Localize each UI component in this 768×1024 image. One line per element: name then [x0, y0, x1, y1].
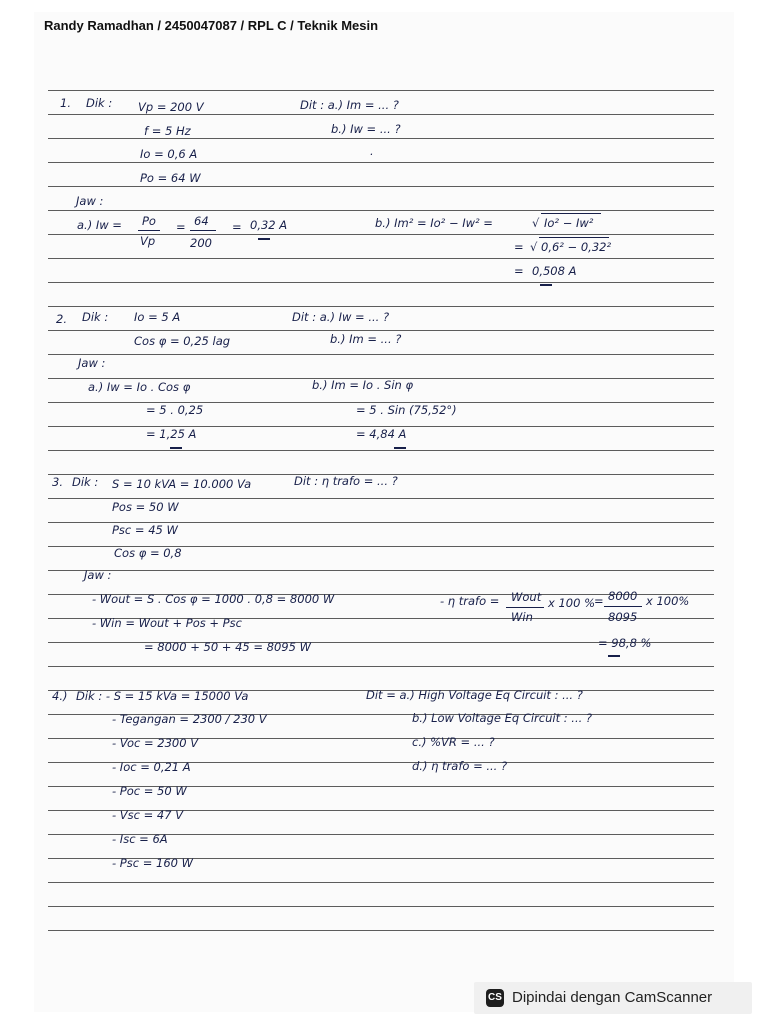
p3-eta-lhs: - η trafo = [440, 594, 500, 608]
p1-b-sqrt1: Io² − Iw² [544, 216, 594, 230]
p2-io: Io = 5 A [134, 310, 181, 324]
p4-poc: - Poc = 50 W [112, 784, 187, 798]
p2-cos: Cos φ = 0,25 lag [134, 334, 231, 348]
p1-dit-dot: . [370, 144, 374, 158]
rule-line [48, 258, 714, 259]
p4-dit-a: Dit = a.) High Voltage Eq Circuit : ... ? [366, 688, 583, 702]
p3-eta-den: Win [511, 610, 533, 624]
p3-dik: Dik : [72, 475, 99, 489]
p2-b-step2: = 5 . Sin (75,52°) [356, 403, 457, 417]
rule-line [48, 210, 714, 211]
p1-io: Io = 0,6 A [140, 147, 198, 161]
p3-eta-den2: 8095 [608, 610, 638, 624]
p1-b-result: 0,508 A [532, 264, 577, 278]
rule-line [48, 354, 714, 355]
p3-psc: Psc = 45 W [112, 523, 178, 537]
rule-line [48, 186, 714, 187]
p3-pos: Pos = 50 W [112, 500, 179, 514]
answer-underline [608, 655, 620, 657]
p3-eta-eq: = [594, 594, 604, 608]
rule-line [48, 906, 714, 907]
rule-line [48, 666, 714, 667]
p3-win-result: = 8000 + 50 + 45 = 8095 W [144, 640, 311, 654]
p1-a-po: Po [142, 214, 156, 228]
rule-line [48, 930, 714, 931]
p4-dik-s: Dik : - S = 15 kVa = 15000 Va [76, 689, 249, 703]
p2-dik: Dik : [82, 310, 109, 324]
p1-a-eq1: = [176, 220, 186, 234]
p4-dit-d: d.) η trafo = ... ? [412, 759, 508, 773]
p3-s: S = 10 kVA = 10.000 Va [112, 477, 252, 491]
p1-a-frac-bar2 [190, 230, 216, 231]
rule-line [48, 306, 714, 307]
p1-a-vp: Vp [140, 234, 156, 248]
rule-line [48, 882, 714, 883]
p1-b-sqrt-sign2: √ [530, 240, 538, 254]
rule-line [48, 162, 714, 163]
p3-eta-mul: x 100 % [548, 596, 595, 610]
p4-number: 4.) [52, 689, 68, 703]
p1-b-eq2: = [514, 240, 524, 254]
p3-cos: Cos φ = 0,8 [114, 546, 182, 560]
p1-a-result: 0,32 A [250, 218, 288, 232]
p3-wout: - Wout = S . Cos φ = 1000 . 0,8 = 8000 W [92, 592, 335, 606]
p2-b-step1: b.) Im = Io . Sin φ [312, 378, 414, 392]
p4-vsc: - Vsc = 47 V [112, 808, 184, 822]
p3-eta-num2: 8000 [608, 589, 638, 603]
p2-b-result: = 4,84 A [356, 427, 407, 441]
p3-eta-mul2: x 100% [646, 594, 690, 608]
p2-jaw: Jaw : [78, 356, 106, 370]
camscanner-text: Dipindai dengan CamScanner [512, 989, 713, 1006]
p4-tegangan: - Tegangan = 2300 / 230 V [112, 712, 267, 726]
rule-line [48, 330, 714, 331]
p2-dit: Dit : a.) Iw = ... ? [292, 310, 390, 324]
p1-a-64: 64 [194, 214, 209, 228]
p1-a-lhs: a.) Iw = [77, 218, 122, 232]
p1-b-sqrt-bar2 [539, 237, 609, 238]
p4-dit-b: b.) Low Voltage Eq Circuit : ... ? [412, 711, 593, 725]
p1-b-sqrt-sign: √ [532, 216, 540, 230]
p1-dit-b: b.) Iw = ... ? [331, 122, 401, 136]
rule-line [48, 114, 714, 115]
rule-line [48, 138, 714, 139]
answer-underline [258, 238, 270, 240]
p3-eta-frac-bar2 [604, 606, 642, 607]
rule-line [48, 90, 714, 91]
p1-jaw: Jaw : [76, 194, 104, 208]
p1-b-eq3: = [514, 264, 524, 278]
p3-eta-frac-bar [506, 607, 544, 608]
p1-b-sqrt2: 0,6² − 0,32² [541, 240, 612, 254]
p4-voc: - Voc = 2300 V [112, 736, 199, 750]
rule-line [48, 450, 714, 451]
p3-dit: Dit : η trafo = ... ? [294, 474, 398, 488]
camscanner-watermark [474, 982, 752, 1014]
camscanner-logo-icon: CS [486, 989, 504, 1007]
p4-dit-c: c.) %VR = ... ? [412, 735, 495, 749]
p1-po: Po = 64 W [140, 171, 201, 185]
p2-dit-b: b.) Im = ... ? [330, 332, 402, 346]
answer-underline [394, 447, 406, 449]
p3-eta-result: = 98,8 % [598, 636, 652, 650]
p4-isc: - Isc = 6A [112, 832, 168, 846]
p1-a-eq2: = [232, 220, 242, 234]
p2-number: 2. [56, 312, 67, 326]
p1-number: 1. [60, 96, 71, 110]
rule-line [48, 498, 714, 499]
p3-number: 3. [52, 475, 63, 489]
p2-a-step1: a.) Iw = Io . Cos φ [88, 380, 191, 394]
p3-win: - Win = Wout + Pos + Psc [92, 616, 242, 630]
p2-a-result: = 1,25 A [146, 427, 197, 441]
answer-underline [540, 284, 552, 286]
p1-dik: Dik : [86, 96, 113, 110]
p1-dit: Dit : a.) Im = ... ? [300, 98, 399, 112]
p4-ioc: - Ioc = 0,21 A [112, 760, 191, 774]
rule-line [48, 282, 714, 283]
rule-line [48, 570, 714, 571]
p1-vp: Vp = 200 V [138, 100, 204, 114]
p1-b-eq: b.) Im² = Io² − Iw² = [375, 216, 493, 230]
p3-jaw: Jaw : [84, 568, 112, 582]
p1-b-sqrt-bar [541, 213, 601, 214]
p4-psc: - Psc = 160 W [112, 856, 193, 870]
p2-a-step2: = 5 . 0,25 [146, 403, 204, 417]
p3-eta-num: Wout [511, 590, 542, 604]
answer-underline [170, 447, 182, 449]
p1-a-frac-bar [138, 230, 160, 231]
p1-f: f = 5 Hz [144, 124, 191, 138]
student-header: Randy Ramadhan / 2450047087 / RPL C / Teknik Mesin [44, 18, 379, 33]
p1-a-200: 200 [190, 236, 212, 250]
